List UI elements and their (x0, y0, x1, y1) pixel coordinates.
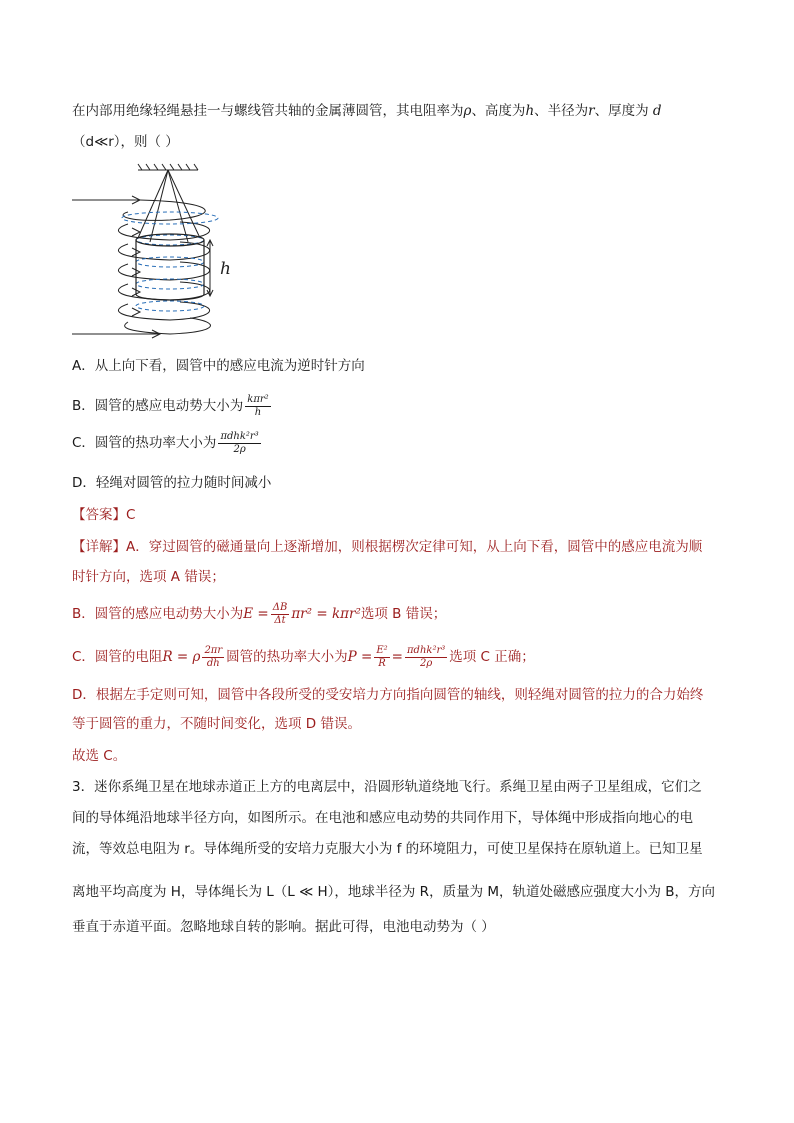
height-label: h (220, 259, 231, 279)
option-c-numerator: πdhk²r³ (220, 430, 259, 442)
explanation-c-numerator-2: E² (376, 644, 388, 656)
explanation-d-line-1: D．根据左手定则可知，圆管中各段所受的受安培力方向指向圆管的轴线，则轻绳对圆管的拉力的合力始终 (72, 687, 704, 703)
explanation-c-numerator-3: πdhk²r³ (406, 644, 446, 656)
explanation-a-line-2: 时针方向，选项 A 错误； (72, 569, 225, 585)
explanation-d-line-2: 等于圆管的重力，不随时间变化，选项 D 错误。 (72, 716, 361, 732)
explanation-b-fraction (271, 602, 290, 627)
question-stem-line-1 (72, 101, 662, 121)
explanation-c-equals: = (391, 649, 403, 665)
suspension-strings (138, 170, 200, 242)
explanation-c-mid: 圆管的热功率大小为 (226, 649, 348, 665)
option-c-fraction (218, 431, 260, 456)
explanation-c-suffix: 选项 C 正确； (449, 649, 535, 665)
explanation-b-denominator: Δt (274, 614, 286, 626)
solenoid-diagram (70, 162, 270, 342)
r-symbol: r (588, 103, 595, 119)
d-symbol: d (652, 103, 662, 119)
explanation-c-text: C．圆管的电阻 (72, 649, 163, 665)
option-b-text: B．圆管的感应电动势大小为 (72, 398, 244, 414)
option-c (72, 428, 263, 458)
explanation-c-r: R = ρ (162, 649, 201, 665)
explanation-b-e: E = (243, 606, 269, 622)
explanation-b-numerator: ΔB (272, 601, 288, 613)
explanation-c-fraction-3 (405, 645, 447, 670)
rho-symbol: ρ (463, 103, 472, 119)
explanation-c-fraction-2 (374, 645, 389, 670)
option-c-text: C．圆管的热功率大小为 (72, 435, 217, 451)
explanation-b-rest: πr² = kπr² (291, 606, 361, 622)
solenoid-coils (118, 200, 210, 334)
option-b-numerator: kπr² (247, 393, 269, 405)
question3-line-4: 离地平均高度为 H，导体绳长为 L（L ≪ H），地球半径为 R，质量为 M，轨道处磁感应强度大小为 B，方向 (72, 884, 716, 900)
explanation-c (72, 642, 535, 672)
explanation-c-numerator-1: 2πr (204, 644, 223, 656)
option-b (72, 391, 273, 421)
option-b-denominator: h (254, 406, 262, 418)
explanation-conclusion: 故选 C。 (72, 748, 127, 764)
stem-text-2: 、高度为 (471, 103, 526, 119)
stem-text-1: 在内部用绝缘轻绳悬挂一与螺线管共轴的金属薄圆管，其电阻率为 (72, 103, 464, 119)
explanation-c-fraction-1 (202, 645, 224, 670)
explanation-c-denominator-2: R (378, 657, 386, 669)
option-b-fraction (245, 394, 270, 419)
explanation-c-denominator-1: dh (206, 657, 220, 669)
h-symbol: h (525, 103, 535, 119)
lead-wire-bottom (72, 330, 160, 338)
ceiling-support (138, 164, 198, 170)
question3-line-3: 流，等效总电阻为 r。导体绳所受的安培力克服大小为 f 的环境阻力，可使卫星保持在原轨道上。已知卫星 (72, 841, 703, 857)
explanation-c-denominator-3: 2ρ (419, 657, 433, 669)
answer-label: 【答案】C (72, 507, 136, 523)
lead-wire-top (72, 196, 140, 204)
stem-text-3: 、半径为 (534, 103, 589, 119)
explanation-c-p: P = (347, 649, 373, 665)
option-a: A．从上向下看，圆管中的感应电流为逆时针方向 (72, 358, 365, 374)
option-d: D．轻绳对圆管的拉力随时间减小 (72, 475, 272, 491)
explanation-b-text: B．圆管的感应电动势大小为 (72, 606, 244, 622)
explanation-b-suffix: 选项 B 错误； (360, 606, 447, 622)
explanation-b (72, 599, 446, 629)
question-stem-line-2: （d≪r），则（ ） (72, 134, 179, 150)
stem-text-4: 、厚度为 (594, 103, 649, 119)
metal-tube (136, 234, 204, 300)
option-c-denominator: 2ρ (233, 443, 246, 455)
explanation-a-line-1: 【详解】A．穿过圆管的磁通量向上逐渐增加，则根据楞次定律可知，从上向下看，圆管中的感应电流为顺 (72, 539, 703, 555)
question3-line-2: 间的导体绳沿地球半径方向，如图所示。在电池和感应电动势的共同作用下，导体绳中形成指向地心的电 (72, 810, 693, 826)
question3-line-5: 垂直于赤道平面。忽略地球自转的影响。据此可得，电池电动势为（ ） (72, 919, 495, 935)
question3-line-1: 3．迷你系绳卫星在地球赤道正上方的电离层中，沿圆形轨道绕地飞行。系绳卫星由两子卫星组成，它们之 (72, 779, 702, 795)
